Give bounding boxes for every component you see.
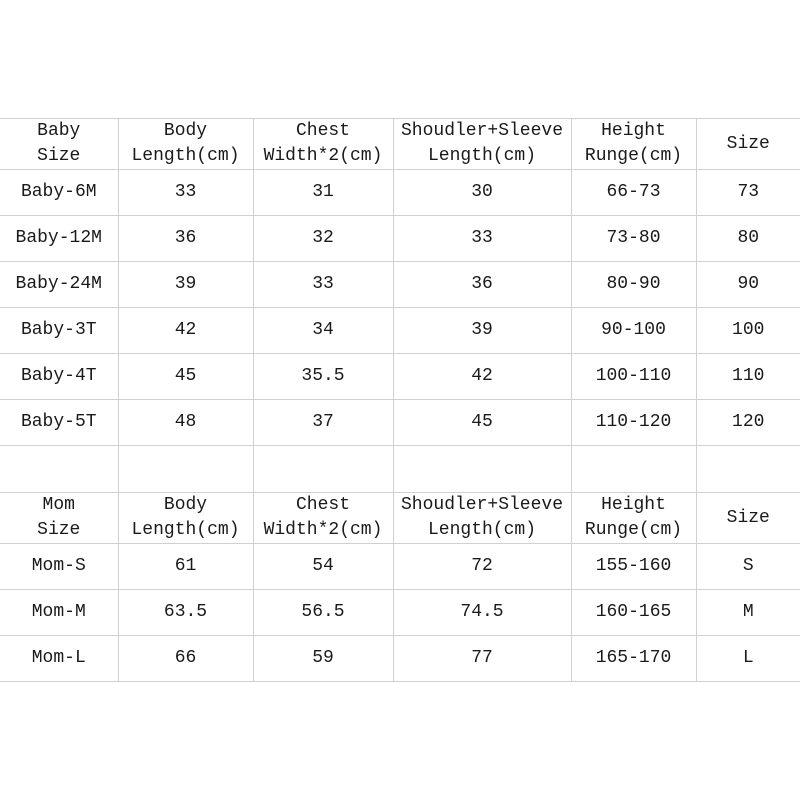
mom_table-cell: M [696,590,800,636]
baby_table-row [0,308,800,354]
mom_table-row [0,544,800,590]
baby_table-cell: 80-90 [571,262,696,308]
mom_table-header-text: Mom [42,495,75,515]
mom_table-header-text: Body [163,495,208,515]
baby_table-cell: 45 [393,400,571,446]
baby_table-cell: 73-80 [571,216,696,262]
mom_table-cell: 160-165 [571,590,696,636]
baby_table-cell: 48 [118,400,253,446]
baby_table-cell: 37 [253,400,393,446]
spacer-cell [571,446,696,493]
mom_table-header-text: Runge(cm) [584,520,683,540]
mom_table-header-text: Size [37,520,81,540]
baby_table-header-text: Body [163,121,208,141]
baby_table-cell: 33 [393,216,571,262]
baby_table-header-cell [253,119,393,170]
mom_table-cell: S [696,544,800,590]
baby_table-row [0,400,800,446]
mom_table-header-text: Length(cm) [131,520,240,540]
baby_table-cell: Baby-3T [0,308,118,354]
size-chart [0,118,800,682]
baby_table-cell: 35.5 [253,354,393,400]
baby_table-row [0,354,800,400]
baby_table-cell: 90-100 [571,308,696,354]
baby_table-cell: 100-110 [571,354,696,400]
baby_table-header-text: Runge(cm) [584,146,683,166]
baby_table-row [0,216,800,262]
mom_table-row [0,590,800,636]
mom_table-cell: 59 [253,636,393,682]
mom_table-cell: 155-160 [571,544,696,590]
size-chart-body [0,119,800,682]
mom_table-cell: 54 [253,544,393,590]
mom_table-header-cell [0,493,118,544]
mom_table-header-cell [696,493,800,544]
baby_table-header-text: Shoudler+Sleeve [400,121,564,141]
baby_table-cell: 39 [118,262,253,308]
mom_table-cell: Mom-S [0,544,118,590]
baby_table-header-text: Chest [295,121,350,141]
spacer-cell [118,446,253,493]
mom_table-row [0,636,800,682]
baby_table-header-cell [696,119,800,170]
baby_table-header-text: Baby [37,121,81,141]
baby_table-header-cell [118,119,253,170]
mom_table-header-text: Chest [295,495,350,515]
baby_table-header-text: Width*2(cm) [263,146,383,166]
baby_table-header-text: Length(cm) [131,146,240,166]
baby_table-cell: 110 [696,354,800,400]
baby_table-header-cell [571,119,696,170]
mom_table-cell: Mom-L [0,636,118,682]
spacer-cell [393,446,571,493]
mom_table-header-text: Height [601,495,666,515]
baby_table-header-text: Height [601,121,666,141]
mom_table-header-text: Shoudler+Sleeve [400,495,564,515]
baby_table-header-text: Size [726,133,770,154]
baby_table-cell: 45 [118,354,253,400]
mom_table-cell: 74.5 [393,590,571,636]
mom_table-cell: 61 [118,544,253,590]
baby_table-cell: Baby-4T [0,354,118,400]
baby_table-cell: 34 [253,308,393,354]
spacer-cell [0,446,118,493]
spacer-cell [253,446,393,493]
baby_table-cell: 39 [393,308,571,354]
mom_table-header-cell [118,493,253,544]
mom_table-header-text: Length(cm) [427,520,537,540]
baby_table-cell: 33 [253,262,393,308]
baby_table-cell: 90 [696,262,800,308]
baby_table-header-cell [393,119,571,170]
mom_table-header-text: Width*2(cm) [263,520,383,540]
mom_table-cell: 56.5 [253,590,393,636]
baby_table-cell: 100 [696,308,800,354]
mom_table-cell: 77 [393,636,571,682]
baby_table-header-row [0,119,800,170]
baby_table-header-text: Size [37,146,81,166]
baby_table-cell: Baby-24M [0,262,118,308]
baby_table-cell: 80 [696,216,800,262]
baby_table-header-text: Length(cm) [427,146,537,166]
baby_table-cell: 110-120 [571,400,696,446]
baby_table-cell: 42 [118,308,253,354]
baby_table-row [0,262,800,308]
baby_table-cell: 73 [696,170,800,216]
baby_table-cell: 30 [393,170,571,216]
baby_table-cell: 42 [393,354,571,400]
mom_table-cell: 66 [118,636,253,682]
mom_table-header-text: Size [726,507,770,528]
mom_table-header-row [0,493,800,544]
mom_table-header-cell [253,493,393,544]
mom_table-header-cell [393,493,571,544]
baby_table-cell: 33 [118,170,253,216]
baby_table-cell: 36 [118,216,253,262]
mom_table-cell: L [696,636,800,682]
spacer-cell [696,446,800,493]
baby_table-cell: 36 [393,262,571,308]
mom_table-cell: 72 [393,544,571,590]
mom_table-cell: 63.5 [118,590,253,636]
table-spacer-row [0,446,800,493]
baby_table-row [0,170,800,216]
baby_table-cell: 66-73 [571,170,696,216]
mom_table-cell: Mom-M [0,590,118,636]
baby_table-cell: Baby-6M [0,170,118,216]
mom_table-header-cell [571,493,696,544]
baby_table-cell: 32 [253,216,393,262]
baby_table-cell: 120 [696,400,800,446]
mom_table-cell: 165-170 [571,636,696,682]
baby_table-header-cell [0,119,118,170]
baby_table-cell: 31 [253,170,393,216]
baby_table-cell: Baby-12M [0,216,118,262]
size-chart-table [0,118,800,682]
baby_table-cell: Baby-5T [0,400,118,446]
